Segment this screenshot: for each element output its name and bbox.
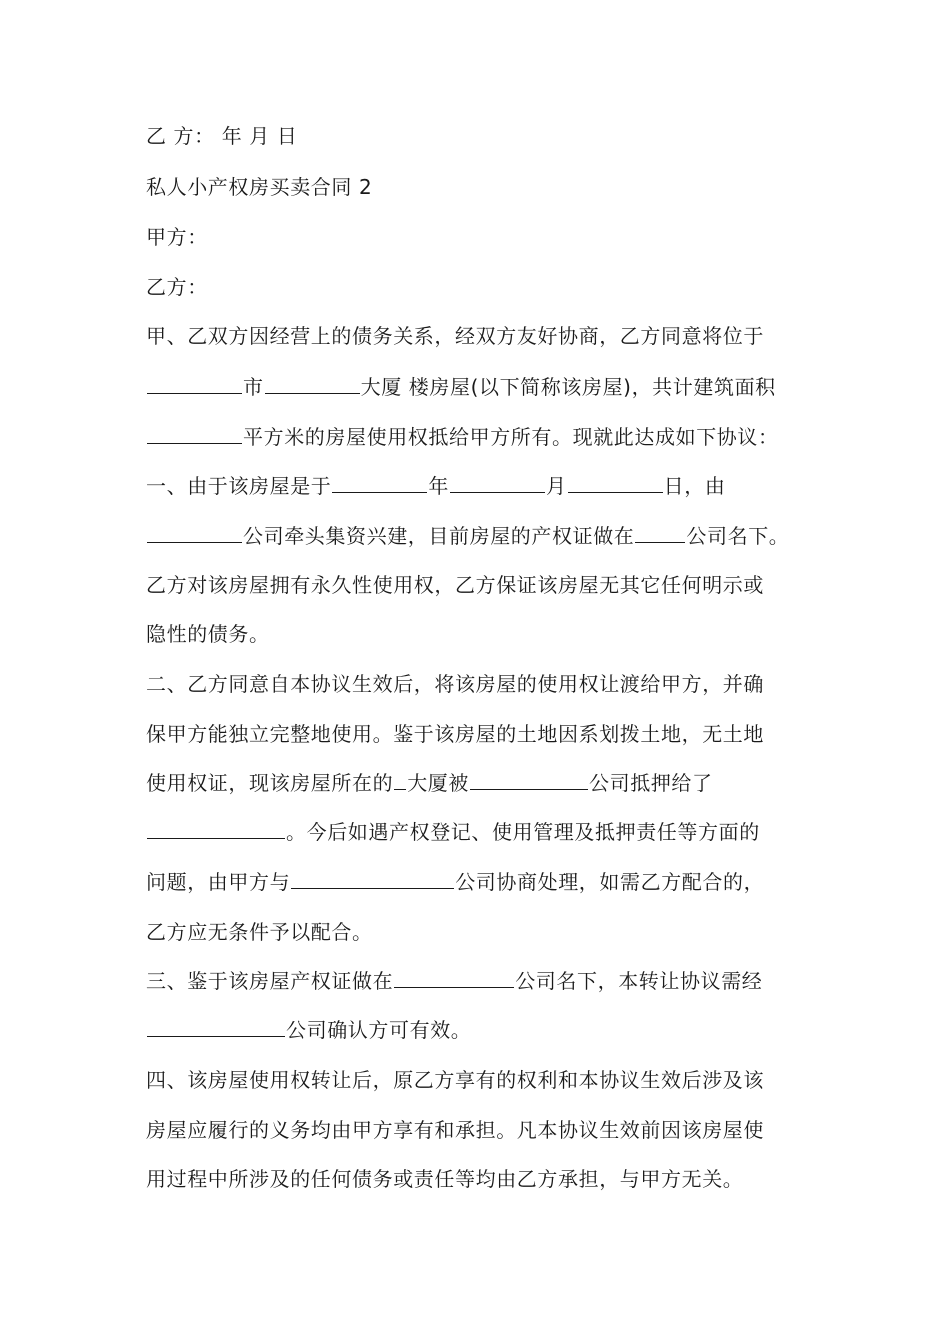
text-segment: 日，由 [663, 474, 726, 498]
fill-blank [635, 522, 685, 543]
text-segment: 公司牵头集资兴建，目前房屋的产权证做在 [243, 524, 635, 548]
fill-blank [291, 868, 454, 889]
fill-blank [470, 769, 588, 790]
text-segment: 。今后如遇产权登记、使用管理及抵押责任等方面的 [286, 820, 760, 844]
clause-four-line [146, 1066, 764, 1094]
text-segment: 大厦 楼房屋(以下简称该房屋)，共计建筑面积 [360, 375, 776, 399]
paragraph-line [146, 1165, 743, 1193]
fill-blank [568, 472, 663, 493]
text-segment: 公司名下。 [686, 524, 790, 548]
text-segment: 甲、乙双方因经营上的债务关系，经双方友好协商，乙方同意将位于 [146, 324, 764, 348]
text-segment: 保甲方能独立完整地使用。鉴于该房屋的土地因系划拨土地，无土地 [146, 722, 764, 746]
paragraph-line [146, 522, 789, 550]
fill-blank [394, 769, 406, 790]
text-segment: 年 [428, 474, 450, 498]
paragraph-line [146, 720, 764, 748]
text-segment: 公司名下，本转让协议需经 [515, 969, 763, 993]
paragraph-line [146, 620, 270, 648]
text-segment: 一、由于该房屋是于 [146, 474, 332, 498]
paragraph-line [146, 571, 764, 599]
fill-blank [394, 967, 514, 988]
text-segment: 三、鉴于该房屋产权证做在 [146, 969, 394, 993]
text-segment: 乙方应无条件予以配合。 [146, 920, 373, 944]
text-segment: 问题，由甲方与 [146, 870, 291, 894]
contract-title [146, 173, 372, 201]
paragraph-line [146, 918, 373, 946]
signature-date-line [146, 122, 297, 150]
text-segment: 平方米的房屋使用权抵给甲方所有。现就此达成如下协议： [243, 425, 779, 449]
text-segment: 月 [546, 474, 567, 498]
paragraph-line [146, 818, 760, 846]
party-b-line [146, 273, 208, 301]
text-segment: 市 [243, 375, 264, 399]
paragraph-line [146, 322, 764, 350]
paragraph-line [146, 868, 764, 896]
fill-blank [147, 818, 285, 839]
text-segment: 二、乙方同意自本协议生效后，将该房屋的使用权让渡给甲方，并确 [146, 672, 764, 696]
text-segment: 使用权证，现该房屋所在的 [146, 771, 394, 795]
clause-one-line [146, 472, 725, 500]
fill-blank [147, 1016, 285, 1037]
fill-blank [265, 373, 360, 394]
paragraph-line [146, 1016, 471, 1044]
text-segment: 私人小产权房买卖合同 2 [146, 175, 373, 199]
text-segment: 四、该房屋使用权转让后，原乙方享有的权利和本协议生效后涉及该 [146, 1068, 764, 1092]
text-segment: 隐性的债务。 [146, 622, 270, 646]
clause-three-line [146, 967, 762, 995]
fill-blank [147, 423, 242, 444]
text-segment: 乙 方： 年 月 日 [146, 124, 298, 148]
fill-blank [147, 522, 242, 543]
text-segment: 甲方： [146, 225, 208, 249]
paragraph-line [146, 769, 713, 797]
clause-two-line [146, 670, 764, 698]
paragraph-line [146, 373, 776, 401]
text-segment: 公司确认方可有效。 [286, 1018, 472, 1042]
party-a-line [146, 223, 208, 251]
text-segment: 用过程中所涉及的任何债务或责任等均由乙方承担，与甲方无关。 [146, 1167, 744, 1191]
text-segment: 大厦被 [407, 771, 470, 795]
text-segment: 乙方对该房屋拥有永久性使用权，乙方保证该房屋无其它任何明示或 [146, 573, 764, 597]
fill-blank [450, 472, 545, 493]
paragraph-line [146, 1116, 764, 1144]
text-segment: 公司协商处理，如需乙方配合的， [455, 870, 765, 894]
text-segment: 公司抵押给了 [589, 771, 713, 795]
fill-blank [147, 373, 242, 394]
text-segment: 房屋应履行的义务均由甲方享有和承担。凡本协议生效前因该房屋使 [146, 1118, 764, 1142]
paragraph-line [146, 423, 779, 451]
text-segment: 乙方： [146, 275, 208, 299]
fill-blank [332, 472, 427, 493]
